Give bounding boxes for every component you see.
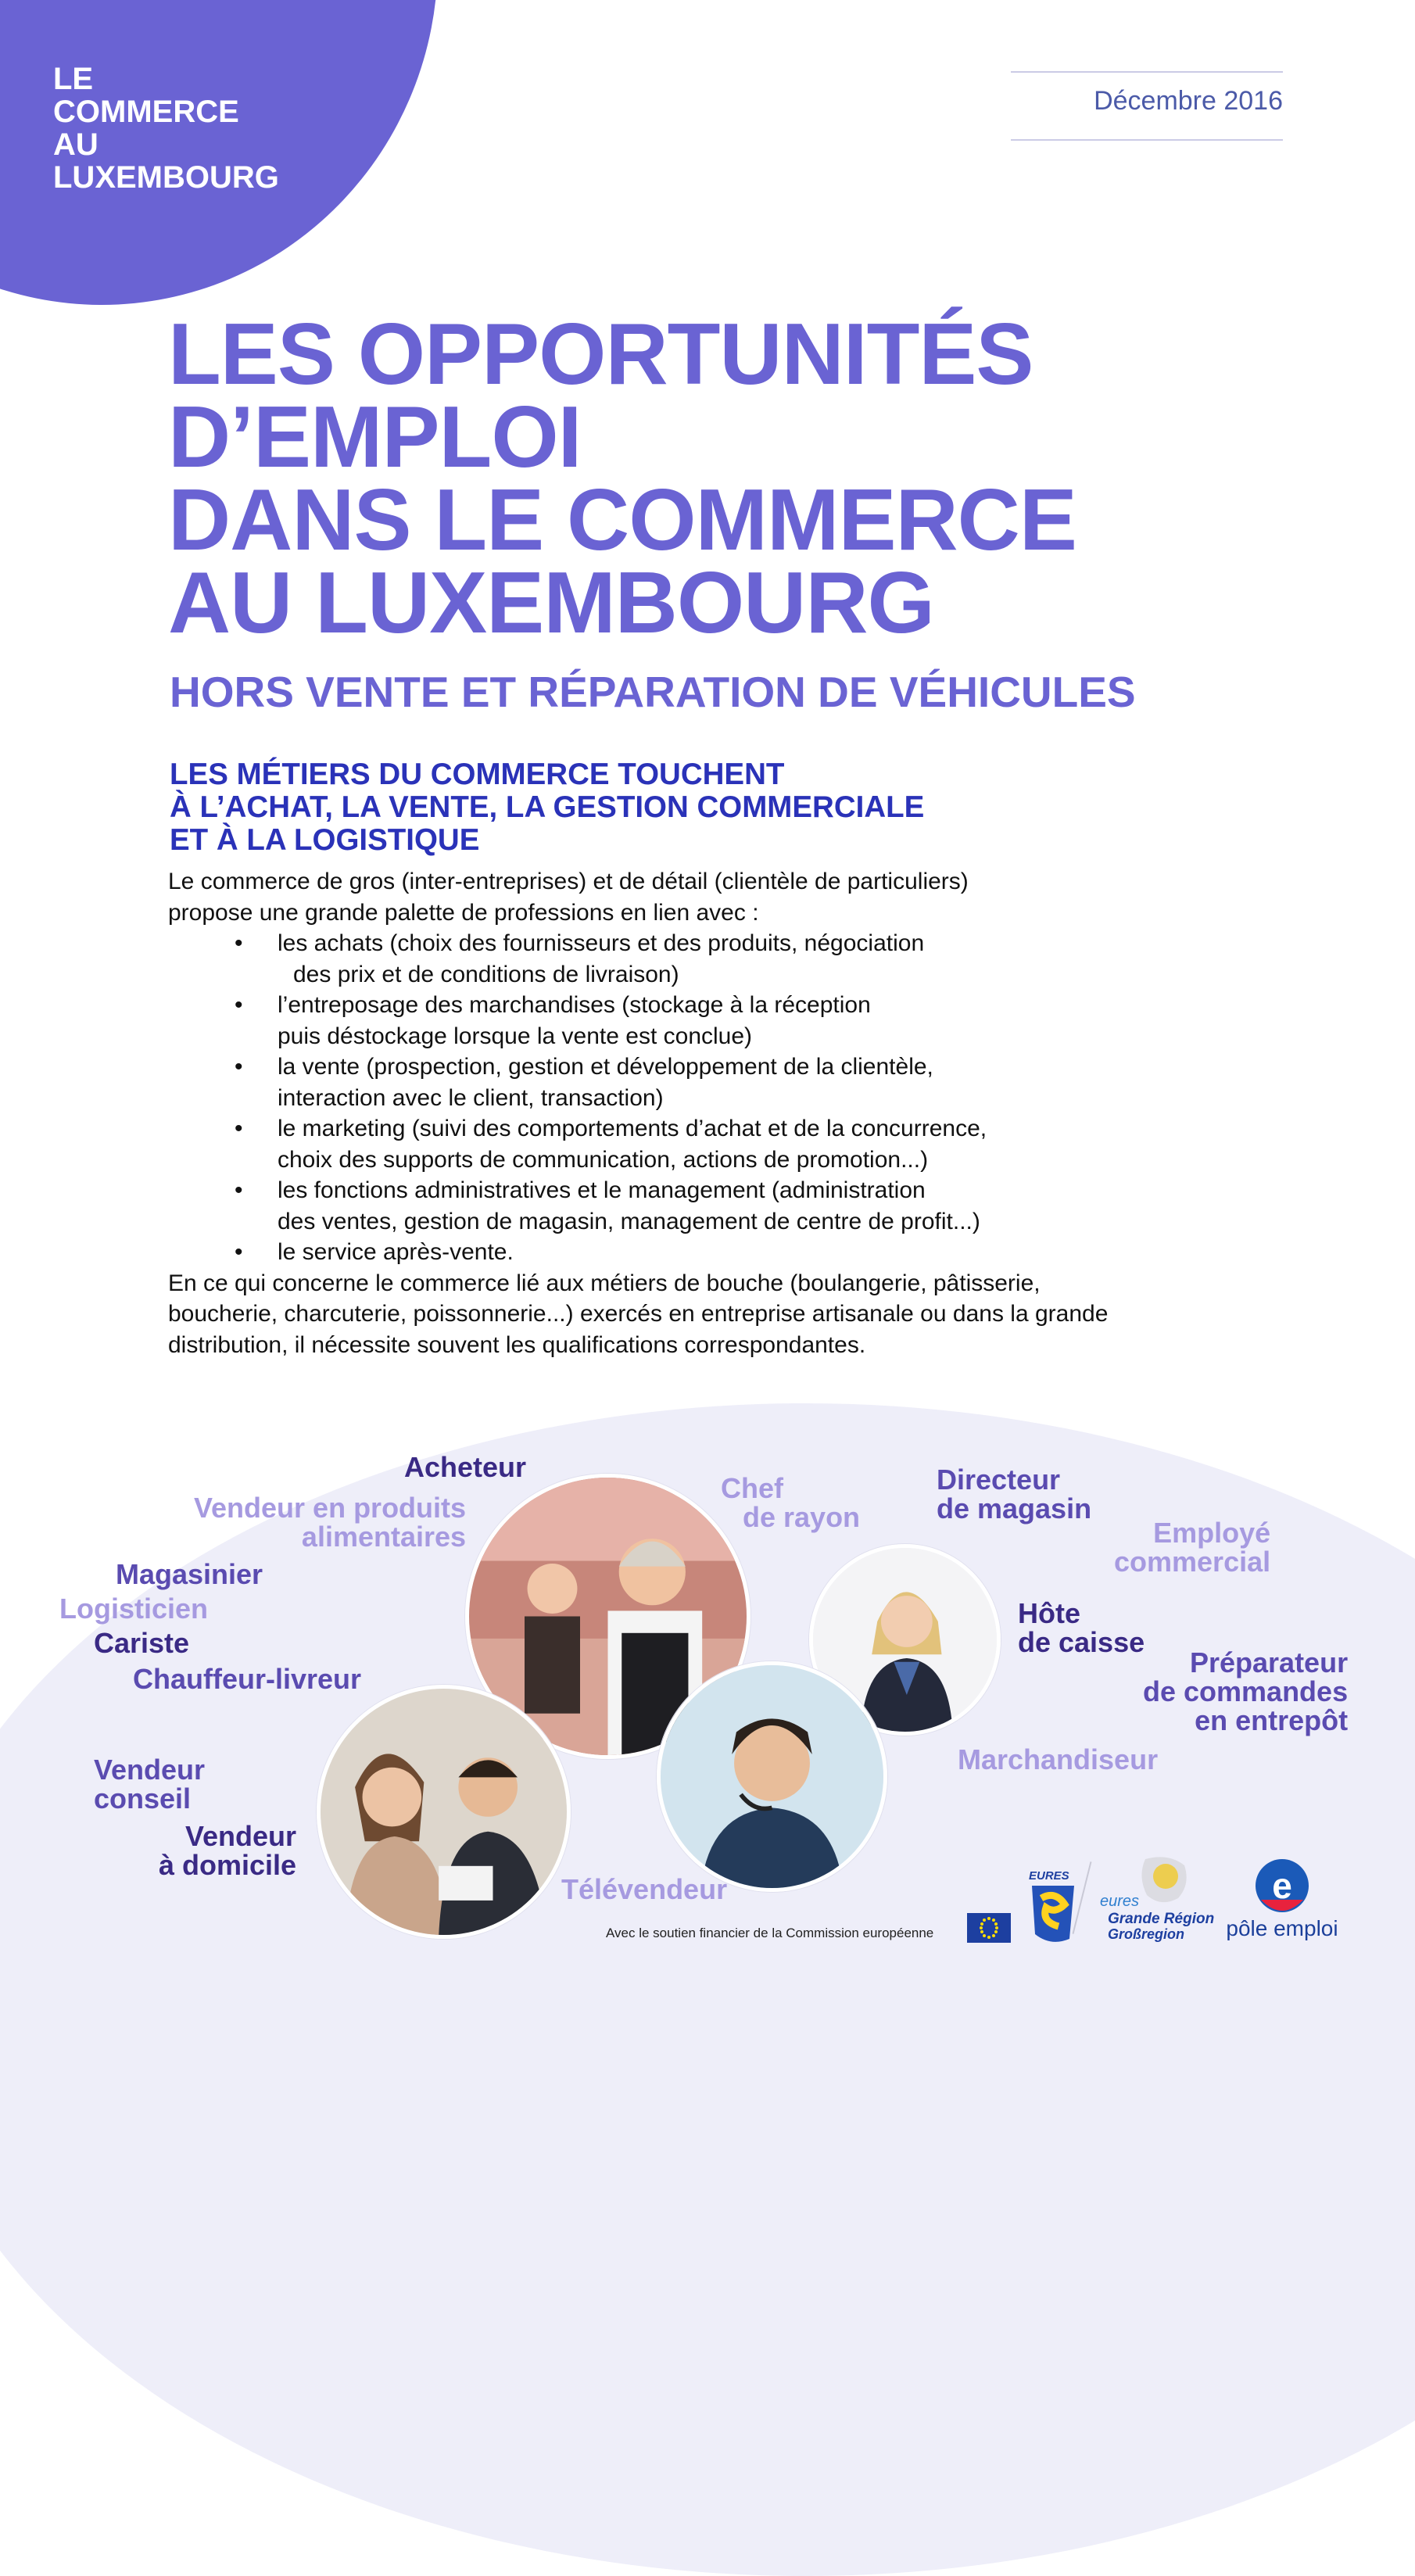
- intro-line: propose une grande palette de professions en lien avec :: [168, 899, 759, 926]
- pole-emploi-logo: [1216, 1854, 1349, 1947]
- job-title-line: Préparateur: [1189, 1646, 1349, 1679]
- list-item: [168, 990, 1278, 1052]
- list-item-text: le service après-vente.: [278, 1239, 514, 1265]
- page-title-line: AU LUXEMBOURG: [168, 554, 934, 651]
- series-title-line: AU: [53, 127, 99, 162]
- date-divider-bottom: [1011, 139, 1283, 141]
- list-item-text: des prix et de conditions de livraison): [293, 961, 679, 987]
- job-title-line: conseil: [94, 1782, 192, 1815]
- job-title-employe-commercial: [1114, 1518, 1270, 1576]
- job-title-hote-de-caisse: [1018, 1599, 1145, 1657]
- list-item-text: interaction avec le client, transaction): [278, 1084, 664, 1111]
- grande-region-line: Grande Région: [1108, 1911, 1215, 1927]
- list-item: [168, 1113, 1278, 1175]
- list-item-text: des ventes, gestion de magasin, management de centre de profit...): [278, 1208, 980, 1234]
- job-title-line: Vendeur: [94, 1754, 206, 1786]
- job-title-line: de caisse: [1018, 1626, 1145, 1658]
- job-title-chef-de-rayon: [721, 1474, 860, 1532]
- page-title-line: D’EMPLOI: [168, 389, 582, 485]
- job-title-magasinier: Magasinier: [116, 1558, 263, 1590]
- eures-logo-text: EURES: [1029, 1869, 1069, 1883]
- job-title-line: de magasin: [937, 1492, 1092, 1524]
- page-title-line: DANS LE COMMERCE: [168, 471, 1076, 568]
- job-title-logisticien: Logisticien: [59, 1593, 209, 1625]
- job-title-line: alimentaires: [301, 1521, 467, 1553]
- pole-emploi-label: pôle emploi: [1226, 1916, 1338, 1940]
- page-title-line: LES OPPORTUNITÉS: [168, 306, 1033, 403]
- job-title-vendeur-produits: [194, 1493, 466, 1551]
- list-item-text: puis déstockage lorsque la vente est conclue): [278, 1023, 753, 1049]
- publication-series-title: [53, 63, 335, 194]
- photo-sales-advice: [317, 1685, 571, 1939]
- job-title-line: Vendeur: [185, 1820, 297, 1852]
- job-title-vendeur-conseil: [94, 1755, 205, 1813]
- bullet-marker: •: [235, 1054, 243, 1080]
- bullet-marker: •: [235, 930, 243, 956]
- section-heading: [170, 758, 1264, 857]
- job-title-cariste: Cariste: [94, 1627, 190, 1659]
- funding-notice: Avec le soutien financier de la Commission européenne: [606, 1926, 934, 1940]
- job-title-chauffeur-livreur: Chauffeur-livreur: [133, 1663, 362, 1695]
- job-title-preparateur: [1143, 1648, 1348, 1735]
- section-body: [168, 866, 1278, 1360]
- publication-date: Décembre 2016: [1094, 86, 1283, 116]
- closing-line: distribution, il nécessite souvent les qualifications correspondantes.: [168, 1331, 866, 1358]
- job-title-line: Hôte: [1018, 1597, 1080, 1629]
- grande-region-line: Großregion: [1108, 1926, 1184, 1942]
- list-item: [168, 928, 1278, 990]
- series-title-line: COMMERCE: [53, 95, 239, 129]
- eu-flag-icon: [967, 1913, 1011, 1943]
- closing-line: En ce qui concerne le commerce lié aux métiers de bouche (boulangerie, pâtisserie,: [168, 1270, 1041, 1296]
- job-title-line: Chef: [721, 1472, 783, 1504]
- list-item-text: choix des supports de communication, actions de promotion...): [278, 1146, 929, 1173]
- bullet-marker: •: [235, 1239, 243, 1265]
- job-title-line: commercial: [1114, 1546, 1271, 1578]
- list-item-text: la vente (prospection, gestion et développement de la clientèle,: [278, 1054, 933, 1080]
- date-divider-top: [1011, 71, 1283, 73]
- list-item-text: le marketing (suivi des comportements d’achat et de la concurrence,: [278, 1116, 987, 1141]
- job-title-vendeur-a-domicile: [159, 1822, 296, 1879]
- job-title-line: de rayon: [743, 1501, 861, 1533]
- grande-region-line: eures: [1100, 1893, 1140, 1910]
- job-title-marchandiseur: Marchandiseur: [958, 1743, 1159, 1775]
- job-title-line: Employé: [1153, 1517, 1271, 1549]
- bullet-marker: •: [235, 1116, 243, 1141]
- job-title-acheteur: Acheteur: [404, 1451, 527, 1483]
- list-item: [168, 1052, 1278, 1113]
- list-item-text: les achats (choix des fournisseurs et des produits, négociation: [278, 930, 925, 956]
- list-item-text: les fonctions administratives et le management (administration: [278, 1177, 926, 1203]
- job-title-line: à domicile: [159, 1849, 297, 1881]
- page-subtitle: HORS VENTE ET RÉPARATION DE VÉHICULES: [170, 668, 1136, 716]
- intro-line: Le commerce de gros (inter-entreprises) et de détail (clientèle de particuliers): [168, 869, 969, 894]
- bullet-marker: •: [235, 992, 243, 1018]
- section-heading-line: LES MÉTIERS DU COMMERCE TOUCHENT: [170, 758, 785, 791]
- list-item: [168, 1237, 1278, 1268]
- list-item: [168, 1175, 1278, 1237]
- photo-telesales: [657, 1661, 887, 1892]
- job-title-line: Vendeur en produits: [194, 1492, 467, 1524]
- job-title-line: en entrepôt: [1195, 1704, 1349, 1736]
- grande-region-logo: [1091, 1853, 1216, 1947]
- closing-line: boucherie, charcuterie, poissonnerie...) exercés en entreprise artisanale ou dans la grande: [168, 1301, 1109, 1327]
- bullet-marker: •: [235, 1177, 243, 1203]
- section-heading-line: ET À LA LOGISTIQUE: [170, 823, 480, 857]
- eures-logo: [1024, 1867, 1094, 1949]
- job-title-televendeur: Télévendeur: [561, 1873, 728, 1905]
- job-title-line: de commandes: [1143, 1675, 1349, 1707]
- pole-emploi-mark: e: [1272, 1865, 1292, 1906]
- section-heading-line: À L’ACHAT, LA VENTE, LA GESTION COMMERCIALE: [170, 790, 925, 824]
- series-title-line: LUXEMBOURG: [53, 160, 279, 195]
- activity-list: [168, 928, 1278, 1268]
- list-item-text: l’entreposage des marchandises (stockage à la réception: [278, 992, 871, 1018]
- job-title-line: Directeur: [937, 1464, 1061, 1496]
- job-title-directeur: [937, 1465, 1091, 1523]
- page-title: [168, 306, 1263, 651]
- series-title-line: LE: [53, 62, 94, 96]
